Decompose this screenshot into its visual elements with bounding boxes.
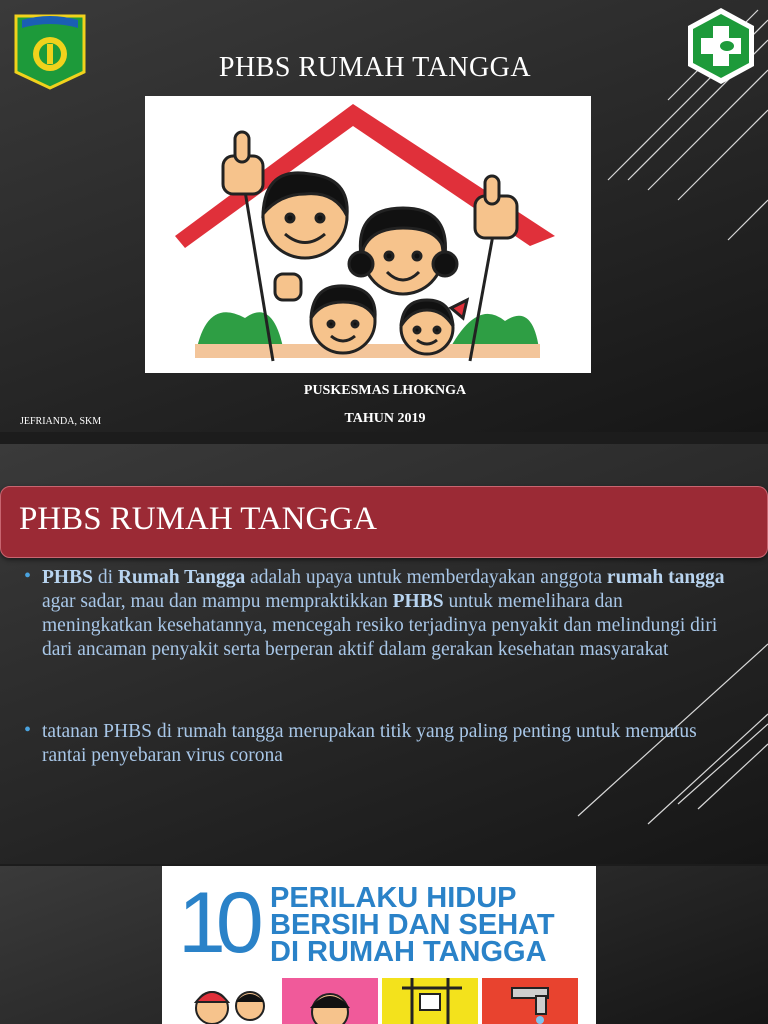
section-title: PHBS RUMAH TANGGA (19, 501, 377, 537)
bold-term: PHBS (42, 567, 93, 588)
bold-term: PHBS (392, 591, 444, 612)
text-span: adalah upaya untuk memberdayakan anggota (245, 567, 607, 588)
regional-emblem-icon (14, 10, 86, 90)
text-span: untuk memelihara dan meningkatkan kesehatannya, mencegah resiko terjadinya penyakit dan melindungi diri dari ancaman penyakit serta berperan aktif dalam gerakan kesehatan masyarakat (42, 591, 718, 660)
year-label: TAHUN 2019 (344, 411, 426, 426)
family-under-roof-illustration (145, 96, 591, 373)
bold-term: rumah tangga (606, 567, 725, 588)
childbirth-thumbnail (182, 978, 278, 1024)
bullet-text: tatanan PHBS di rumah tangga merupakan titik yang paling penting untuk memutus rantai penyebaran virus corona (42, 721, 697, 766)
bullet-icon: • (24, 719, 32, 741)
puskesmas-cross-icon (684, 6, 758, 86)
text-span: agar sadar, mau dan mampu mempraktikkan (42, 591, 393, 612)
author-name: JEFRIANDA, SKM (20, 416, 102, 427)
infographic-heading-line: PERILAKU HIDUP (270, 882, 517, 914)
infographic-slide (0, 866, 768, 1024)
infographic-heading-line: DI RUMAH TANGGA (270, 936, 547, 968)
definition-slide (0, 444, 768, 864)
slide-title: PHBS RUMAH TANGGA (218, 52, 532, 83)
text-span: di (92, 567, 118, 588)
bullet-icon: • (24, 565, 32, 587)
bold-term: Rumah Tangga (117, 567, 246, 588)
definition-bullet (24, 565, 732, 662)
breastfeeding-thumbnail (282, 978, 378, 1024)
clean-water-thumbnail (482, 978, 578, 1024)
section-banner (0, 486, 768, 558)
weighing-thumbnail (382, 978, 478, 1024)
infographic-heading-line: BERSIH DAN SEHAT (270, 909, 555, 941)
title-slide (0, 0, 768, 432)
importance-bullet (24, 719, 732, 768)
infographic-card (162, 866, 596, 1024)
infographic-number: 10 (178, 875, 254, 971)
organization-name: PUSKESMAS LHOKNGA (303, 383, 467, 398)
